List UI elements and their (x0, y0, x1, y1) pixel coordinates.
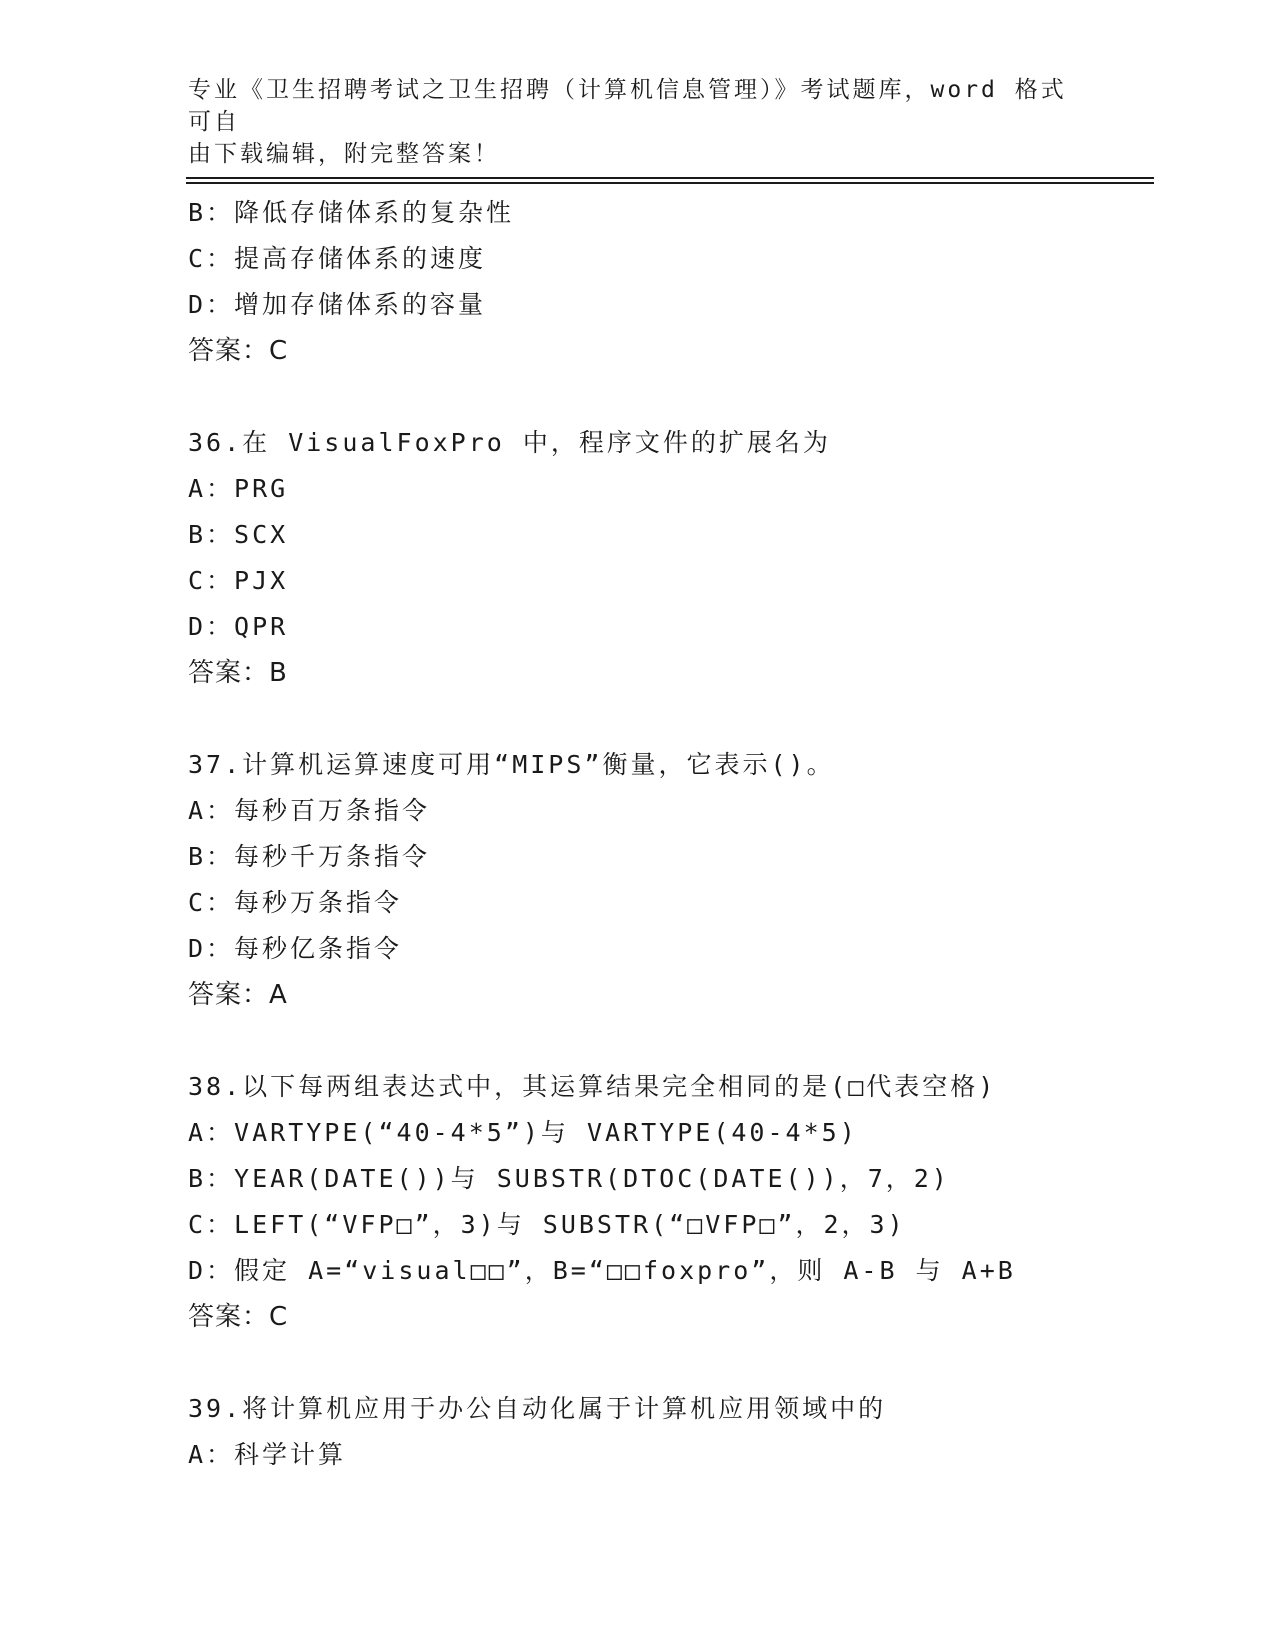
answer-line: 答案：A (188, 980, 288, 1010)
question-38 (188, 1064, 1148, 1340)
option-b: B：降低存储体系的复杂性 (188, 198, 515, 227)
question-37 (188, 742, 1148, 1018)
header-divider-top (186, 177, 1154, 179)
question-stem: 37.计算机运算速度可用“MIPS”衡量，它表示()。 (188, 750, 835, 779)
document-header (188, 74, 1088, 170)
option-b: B：SCX (188, 520, 289, 549)
answer-line: 答案：C (188, 1302, 289, 1332)
header-line-1: 专业《卫生招聘考试之卫生招聘（计算机信息管理）》考试题库，word 格式可自 (188, 77, 1067, 135)
question-36 (188, 420, 1148, 696)
option-d: D：增加存储体系的容量 (188, 290, 487, 319)
option-b: B：YEAR(DATE())与 SUBSTR(DTOC(DATE())，7，2) (188, 1164, 950, 1193)
option-a: A：PRG (188, 474, 289, 503)
spacer (188, 1018, 1148, 1064)
option-c: C：LEFT(“VFP□”，3)与 SUBSTR(“□VFP□”，2，3) (188, 1210, 906, 1239)
option-a: A：每秒百万条指令 (188, 796, 431, 825)
question-list (188, 190, 1148, 1478)
option-d: D：假定 A=“visual□□”，B=“□□foxpro”，则 A-B 与 A+B (188, 1256, 1016, 1285)
option-b: B：每秒千万条指令 (188, 842, 431, 871)
spacer (188, 1340, 1148, 1386)
question-stem: 38.以下每两组表达式中，其运算结果完全相同的是(□代表空格) (188, 1072, 997, 1101)
option-c: C：提高存储体系的速度 (188, 244, 487, 273)
option-c: C：每秒万条指令 (188, 888, 403, 917)
header-line-2: 由下载编辑，附完整答案！ (188, 141, 500, 167)
answer-line: 答案：B (188, 658, 288, 688)
option-c: C：PJX (188, 566, 289, 595)
question-stem: 39.将计算机应用于办公自动化属于计算机应用领域中的 (188, 1394, 887, 1423)
spacer (188, 374, 1148, 420)
header-divider-bottom (186, 182, 1154, 184)
answer-line: 答案：C (188, 336, 289, 366)
option-a: A：科学计算 (188, 1440, 347, 1469)
previous-question-tail (188, 190, 1148, 374)
question-stem: 36.在 VisualFoxPro 中，程序文件的扩展名为 (188, 428, 831, 457)
option-d: D：每秒亿条指令 (188, 934, 403, 963)
option-a: A：VARTYPE(“40-4*5”)与 VARTYPE(40-4*5) (188, 1118, 858, 1147)
option-d: D：QPR (188, 612, 289, 641)
spacer (188, 696, 1148, 742)
question-39 (188, 1386, 1148, 1478)
